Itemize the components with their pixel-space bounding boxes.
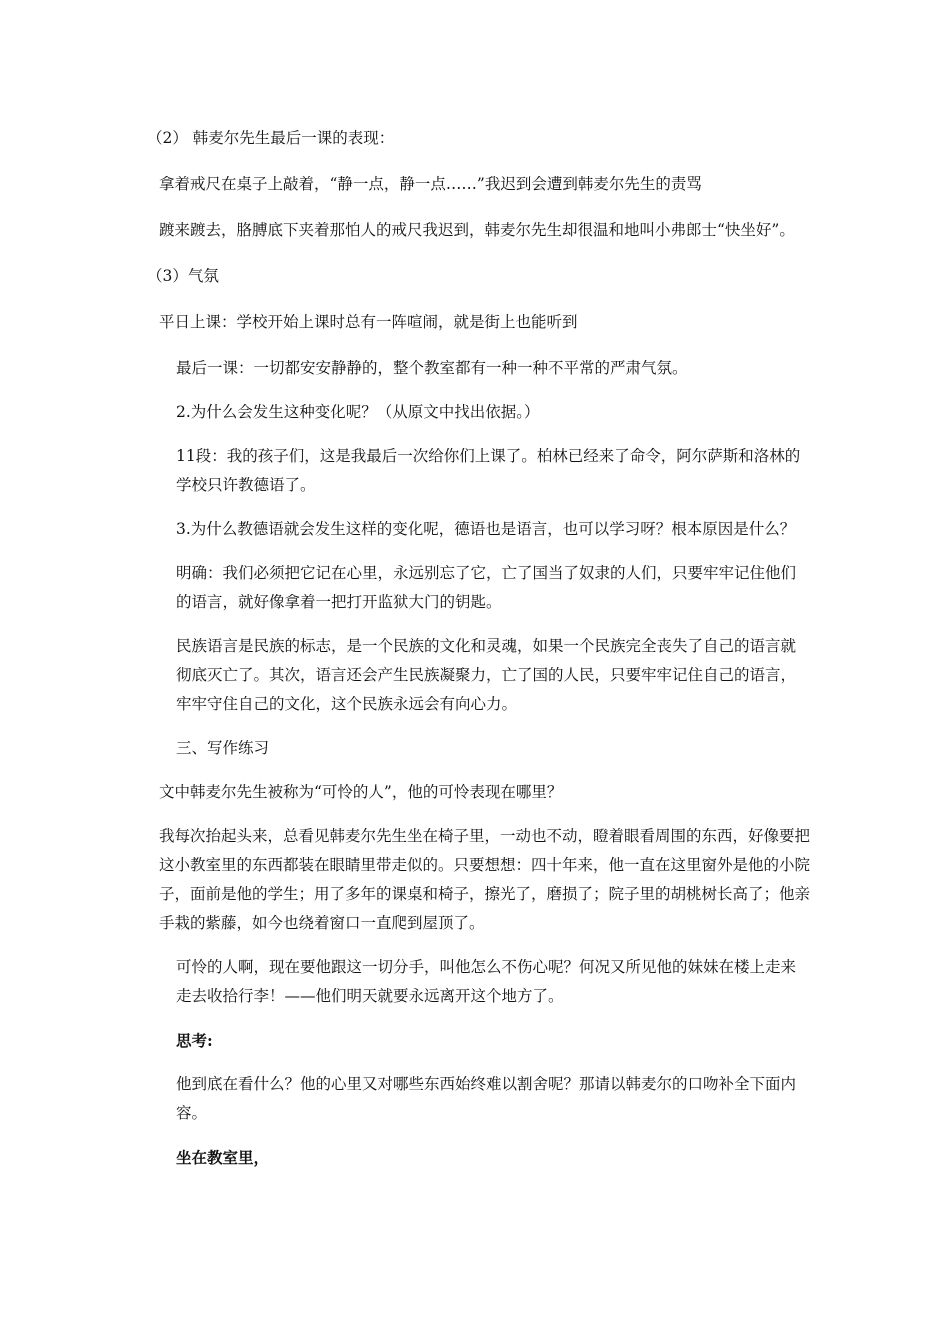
subheading-performance: （2） 韩麦尔先生最后一课的表现：: [147, 129, 395, 147]
paragraph-clarify: [145, 559, 811, 617]
paragraph-usual-class: 平日上课：学校开始上课时总有一阵喧闹，就是街上也能听到: [159, 313, 578, 331]
paragraph-national-language: [145, 632, 811, 719]
section-heading-writing: 三、写作练习: [176, 739, 270, 757]
think-question-text: 他到底在看什么？他的心里又对哪些东西始终难以割舍呢？那请以韩麦尔的口吻补全下面内容。: [176, 1075, 797, 1122]
paragraph-section-11: [145, 442, 811, 500]
subheading-atmosphere: （3）气氛: [147, 267, 219, 285]
question-3: [145, 515, 811, 544]
poor-man-text: 可怜的人啊，现在要他跟这一切分手，叫他怎么不伤心呢？何况又所见他的妹妹在楼上走来走去收拾行李！——他们明天就要永远离开这个地方了。: [176, 958, 797, 1005]
paragraph-think-question: [145, 1070, 811, 1128]
section-11-text: 11段：我的孩子们，这是我最后一次给你们上课了。柏林已经来了命令，阿尔萨斯和洛林的学校只许教德语了。: [176, 447, 801, 494]
paragraph-poor-man-question: 文中韩麦尔先生被称为“可怜的人”，他的可怜表现在哪里？: [159, 783, 563, 801]
document-body: [145, 124, 811, 1172]
paragraph-ruler: 拿着戒尺在桌子上敲着，“静一点，静一点……”我迟到会遭到韩麦尔先生的责骂: [159, 175, 702, 193]
sitting-in-classroom: 坐在教室里，: [176, 1148, 270, 1167]
national-language-text: 民族语言是民族的标志，是一个民族的文化和灵魂，如果一个民族完全丧失了自己的语言就彻底灭亡了。其次，语言还会产生民族凝聚力，亡了国的人民，只要牢牢记住自己的语言，牢牢守住自己的文化，这个民族永远会有向心力。: [176, 637, 797, 713]
question-2: 2.为什么会发生这种变化呢？（从原文中找出依据。）: [176, 403, 540, 421]
paragraph-last-class: 最后一课：一切都安安静静的，整个教室都有一种一种不平常的严肃气氛。: [176, 359, 688, 377]
paragraph-pacing: 踱来踱去，胳膊底下夹着那怕人的戒尺我迟到，韩麦尔先生却很温和地叫小弗郎士“快坐好”。: [159, 221, 795, 239]
paragraph-poor-man: [145, 953, 811, 1011]
every-time-text: 我每次抬起头来，总看见韩麦尔先生坐在椅子里，一动也不动，瞪着眼看周围的东西，好像要把这小教室里的东西都装在眼睛里带走似的。只要想想：四十年来，他一直在这里窗外是他的小院子，面前是他的学生；用了多年的课桌和椅子，擦光了，磨损了；院子里的胡桃树长高了；他亲手栽的紫藤，如今也绕着窗口一直爬到屋顶了。: [159, 827, 811, 932]
clarify-text: 明确：我们必须把它记在心里，永远别忘了它，亡了国当了奴隶的人们，只要牢牢记住他们的语言，就好像拿着一把打开监狱大门的钥匙。: [176, 564, 797, 611]
question-3-text: 3.为什么教德语就会发生这样的变化呢，德语也是语言，也可以学习呀？根本原因是什么？: [176, 520, 796, 538]
paragraph-every-time: [145, 822, 811, 938]
think-heading: 思考:: [176, 1031, 213, 1050]
